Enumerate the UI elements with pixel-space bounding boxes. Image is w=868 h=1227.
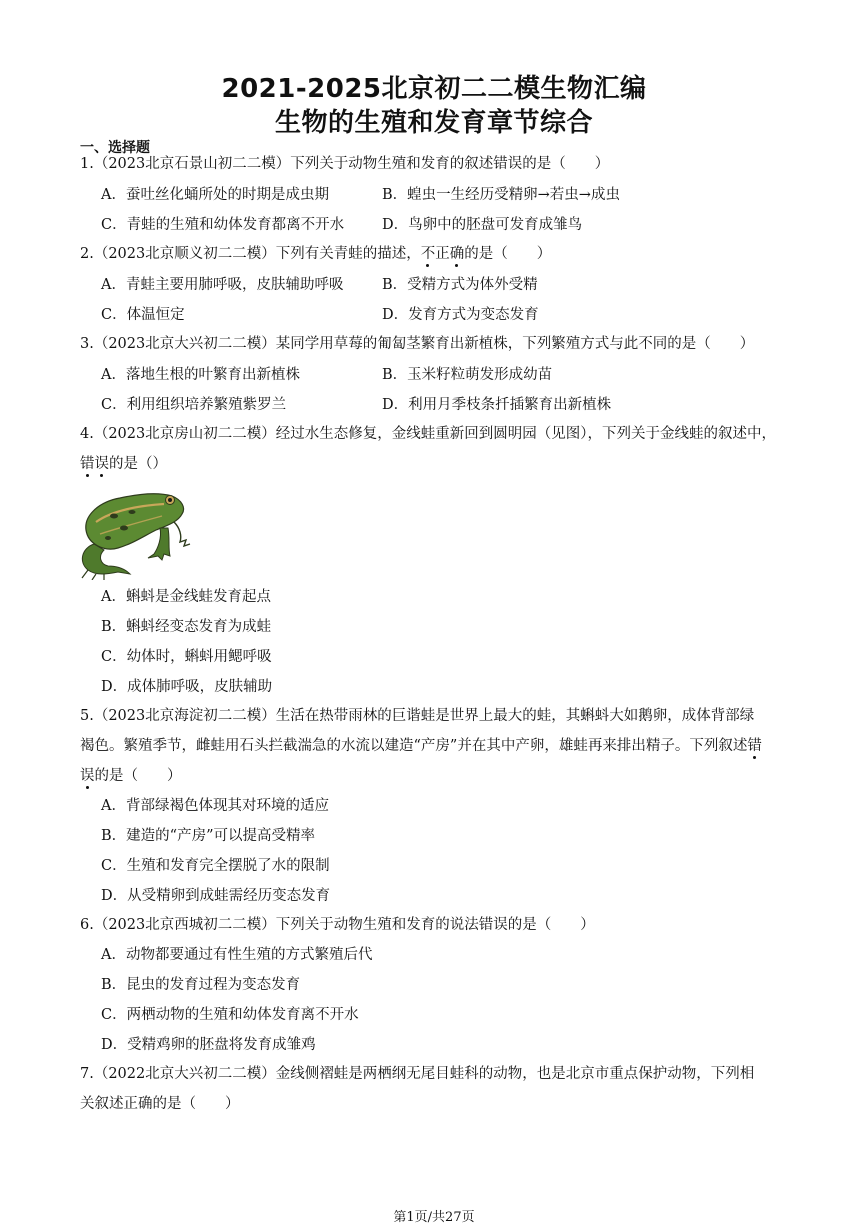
question-1-option-c: C．青蛙的生殖和幼体发育都离不开水 (101, 217, 345, 233)
question-5-option-c: C．生殖和发育完全摆脱了水的限制 (101, 858, 330, 874)
question-7-stem: 7.（2022北京大兴初二二模）金线侧褶蛙是两栖纲无尾目蛙科的动物，也是北京市重点保护动物，下列相 关叙述正确的是（ ） (80, 1066, 755, 1112)
question-3-option-d: D．利用月季枝条扦插繁育出新植株 (382, 397, 612, 413)
question-3-option-c: C．利用组织培养繁殖紫罗兰 (101, 397, 287, 413)
frog-illustration (74, 482, 192, 580)
question-6-option-d: D．受精鸡卵的胚盘将发育成雏鸡 (101, 1037, 316, 1053)
question-5-stem: 5.（2023北京海淀初二二模）生活在热带雨林的巨谐蛙是世界上最大的蛙，其蝌蚪大如鹅卵，成体背部绿 褐色。繁殖季节，雌蛙用石头拦截湍急的水流以建造“产房”并在其中产卵，雄蛙再来排出精子。下列叙述错 误的是（ ） (80, 708, 762, 784)
question-5-option-b: B．建造的“产房”可以提高受精率 (101, 828, 315, 844)
question-3-option-a: A．落地生根的叶繁育出新植株 (101, 367, 300, 383)
page-footer: 第1页/共27页 (393, 1210, 475, 1225)
question-5-option-d: D．从受精卵到成蛙需经历变态发育 (101, 888, 331, 904)
section-heading: 一、选择题 (80, 140, 150, 156)
question-2-option-b: B．受精方式为体外受精 (382, 277, 538, 293)
question-6-stem: 6.（2023北京西城初二二模）下列关于动物生殖和发育的说法错误的是（ ） (80, 917, 595, 933)
question-1-option-a: A．蚕吐丝化蛹所处的时期是成虫期 (101, 187, 329, 203)
emphasis-mark: 错 (747, 738, 762, 754)
question-6-option-b: B．昆虫的发育过程为变态发育 (101, 977, 301, 993)
emphasis-mark: 不 (420, 246, 436, 262)
emphasis-mark: 误 (94, 456, 109, 472)
question-1-option-b: B．蝗虫一生经历受精卵→若虫→成虫 (382, 187, 620, 203)
emphasis-mark: 错 (80, 456, 95, 472)
question-4-option-a: A．蝌蚪是金线蛙发育起点 (101, 589, 271, 605)
question-4-option-b: B．蝌蚪经变态发育为成蛙 (101, 619, 272, 635)
emphasis-mark: 误 (80, 768, 95, 784)
question-6-option-a: A．动物都要通过有性生殖的方式繁殖后代 (101, 947, 373, 963)
document-title: 2021-2025北京初二二模生物汇编 (221, 74, 647, 104)
question-3-option-b: B．玉米籽粒萌发形成幼苗 (382, 367, 553, 383)
question-4-stem: 4.（2023北京房山初二二模）经过水生态修复，金线蛙重新回到圆明园（见图），下列关于金线蛙的叙述中， 错误的是（） (80, 426, 776, 472)
question-3-stem: 3.（2023北京大兴初二二模）某同学用草莓的匍匐茎繁育出新植株，下列繁殖方式与此不同的是（ ） (80, 336, 755, 352)
question-2-option-c: C．体温恒定 (101, 307, 185, 323)
question-4-option-d: D．成体肺呼吸，皮肤辅助 (101, 679, 273, 695)
question-1-stem: 1.（2023北京石景山初二二模）下列关于动物生殖和发育的叙述错误的是（ ） (80, 156, 610, 172)
document-subtitle: 生物的生殖和发育章节综合 (274, 108, 593, 138)
question-1-option-d: D．鸟卵中的胚盘可发育成雏鸟 (382, 217, 583, 233)
question-2-option-a: A．青蛙主要用肺呼吸，皮肤辅助呼吸 (101, 277, 344, 293)
question-2-option-d: D．发育方式为变态发育 (382, 307, 539, 323)
question-5-option-a: A．背部绿褐色体现其对环境的适应 (101, 798, 329, 814)
question-4-option-c: C．幼体时，蝌蚪用鳃呼吸 (101, 649, 272, 665)
emphasis-mark: 确 (449, 246, 465, 262)
question-6-option-c: C．两栖动物的生殖和幼体发育离不开水 (101, 1007, 359, 1023)
question-2-stem: 2.（2023北京顺义初二二模）下列有关青蛙的描述，不正确的是（ ） (80, 246, 552, 262)
